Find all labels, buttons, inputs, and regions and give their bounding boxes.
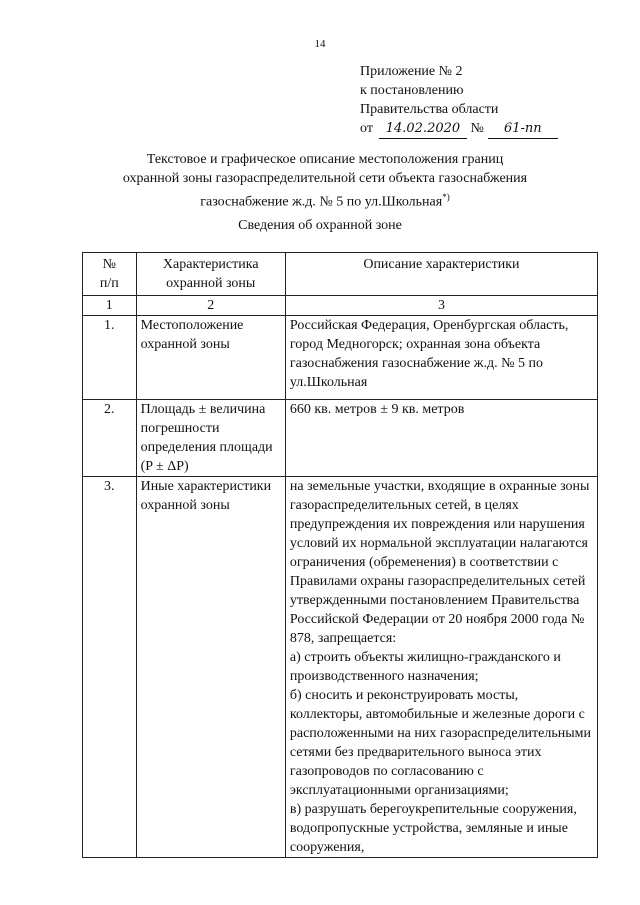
title-line-3 <box>80 188 570 212</box>
appendix-line-2: к постановлению <box>360 83 464 98</box>
zone-table <box>82 252 598 858</box>
numbering-cell-1: 1 <box>83 296 137 316</box>
table-header-row <box>83 253 598 296</box>
appendix-block <box>360 62 558 139</box>
header-3-line: Описание характеристики <box>363 257 520 272</box>
row-2-description: 660 кв. метров ± 9 кв. метров <box>285 400 597 477</box>
header-description <box>285 253 597 296</box>
appendix-date: 14.02.2020 <box>379 119 467 139</box>
title-line-2: охранной зоны газораспределительной сети объекта газоснабжения <box>122 171 528 186</box>
section-title: Сведения об охранной зоне <box>238 218 402 233</box>
row-3-description-line: в) разрушать берегоукрепительные сооружения, водопропускные устройства, земляные и иные сооружения, <box>289 802 577 855</box>
row-3-description-line: б) сносить и реконструировать мосты, коллекторы, автомобильные и железные дороги с расположенными на них газораспределительными сетями без предварительного выноса этих газопроводов по согласованию с эксплуатационными организациями; <box>289 688 592 798</box>
row-3-description-line: на земельные участки, входящие в охранные зоны газораспределительных сетей, в целях предупреждения их повреждения или нарушения условий их нормальной эксплуатации налагаются ограничения (обременения) в соответствии с Правилами охраны газораспределительных сетей утвержденными постановлением Правительства Российской Федерации от 20 ноября 2000 года № 878, запрещается: <box>289 479 590 646</box>
appendix-line-1: Приложение № 2 <box>360 64 463 79</box>
title-line-3-text: газоснабжение ж.д. № 5 по ул.Школьная <box>200 194 443 210</box>
appendix-from-label: от <box>360 121 373 136</box>
row-1-name: Местоположение охранной зоны <box>136 316 285 400</box>
title-footnote-mark: *) <box>442 192 450 202</box>
header-1-line: № <box>102 257 116 272</box>
row-2-name: Площадь ± величина погрешности определения площади (P ± ΔP) <box>136 400 285 477</box>
numbering-cell-2: 2 <box>136 296 285 316</box>
header-number <box>83 253 137 296</box>
header-2-line: Характеристика <box>162 257 259 272</box>
row-1-description: Российская Федерация, Оренбургская область, город Медногорск; охранная зона объекта газоснабжения газоснабжение ж.д. № 5 по ул.Школьная <box>285 316 597 400</box>
row-3-description-text <box>290 477 593 857</box>
header-1-line: п/п <box>99 276 119 291</box>
header-2-line: охранной зоны <box>166 276 256 291</box>
table-row <box>83 316 598 400</box>
row-3-description <box>285 477 597 858</box>
appendix-number-sign: № <box>470 121 484 136</box>
table-row <box>83 400 598 477</box>
header-characteristic <box>136 253 285 296</box>
row-3-name: Иные характеристики охранной зоны <box>136 477 285 858</box>
title-line-1: Текстовое и графическое описание местоположения границ <box>146 152 504 167</box>
table-numbering-row <box>83 296 598 316</box>
row-3-number: 3. <box>83 477 137 858</box>
appendix-line-3: Правительства области <box>360 102 499 117</box>
row-2-number: 2. <box>83 400 137 477</box>
document-title <box>80 150 570 212</box>
numbering-cell-3: 3 <box>285 296 597 316</box>
page-number: 14 <box>314 38 326 50</box>
appendix-date-line <box>360 119 558 139</box>
table-row <box>83 477 598 858</box>
row-1-number: 1. <box>83 316 137 400</box>
appendix-number: 61-пп <box>488 119 558 139</box>
row-3-description-line: а) строить объекты жилищно-гражданского и производственного назначения; <box>289 650 561 684</box>
